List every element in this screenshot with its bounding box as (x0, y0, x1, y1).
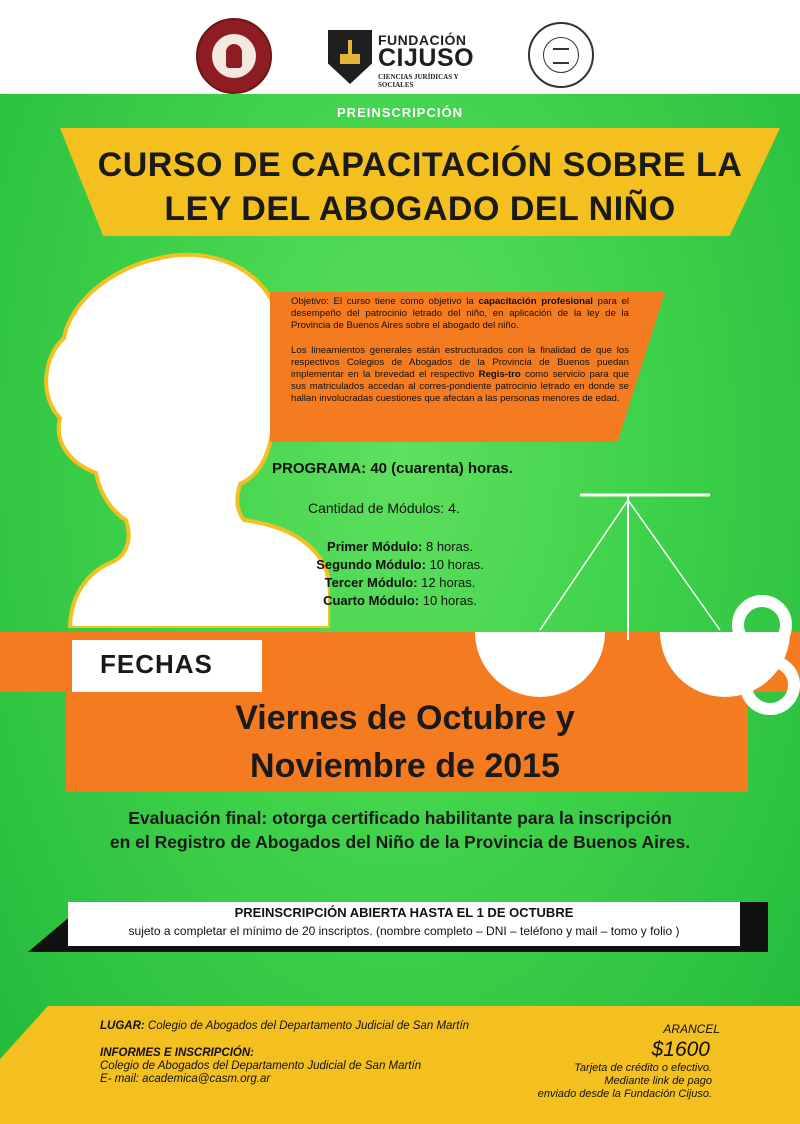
header (0, 0, 800, 94)
arancel-note (480, 1062, 712, 1101)
objective-text (291, 296, 629, 418)
arancel-price: $1600 (651, 1038, 710, 1061)
evaluation-line-1: Evaluación final: otorga certificado habilitante para la inscripción (128, 808, 672, 828)
fechas-label: FECHAS (100, 649, 213, 679)
logo-fundacion-text: FUNDACIÓN (378, 32, 467, 48)
informes-email[interactable]: E- mail: academica@casm.org.ar (100, 1073, 271, 1085)
objective-paragraph-1: Objetivo: El curso tiene como objetivo la capacitación profesional para el desempeño del patrocinio letrado del niño, en aplicación de la ley de la Provincia de Buenos Aires sobre el abogado del niño. (291, 296, 629, 332)
cijuso-shield-icon (328, 30, 372, 84)
title-line-1: CURSO DE CAPACITACIÓN SOBRE LA (97, 146, 743, 184)
module-item: Segundo Módulo: 10 horas. (316, 557, 484, 572)
logo-sub-text: CIENCIAS JURÍDICAS Y SOCIALES (378, 73, 459, 89)
preinscripcion-label: PREINSCRIPCIÓN (337, 105, 463, 120)
informes-line-1: Colegio de Abogados del Departamento Judicial de San Martín (100, 1060, 422, 1072)
evaluation-note (20, 806, 780, 854)
inscription-deadline: PREINSCRIPCIÓN ABIERTA HASTA EL 1 DE OCTUBRE (234, 905, 574, 920)
logo-cijuso-text: CIJUSO (378, 44, 475, 72)
module-item: Primer Módulo: 8 horas. (327, 539, 473, 554)
arancel-line-1: Tarjeta de crédito o efectivo. (574, 1062, 712, 1074)
arancel-label: ARANCEL (663, 1022, 720, 1036)
evaluation-line-2: en el Registro de Abogados del Niño de la Provincia de Buenos Aires. (109, 832, 691, 852)
dates-line-2: Noviembre de 2015 (250, 747, 560, 785)
informes-label: INFORMES E INSCRIPCIÓN: (100, 1047, 254, 1059)
lugar-info: LUGAR: Colegio de Abogados del Departamento Judicial de San Martín (100, 1020, 470, 1032)
module-item: Tercer Módulo: 12 horas. (324, 575, 476, 590)
dates-line-1: Viernes de Octubre y (235, 699, 575, 737)
informes-info (100, 1047, 421, 1086)
title-line-2: LEY DEL ABOGADO DEL NIÑO (164, 190, 676, 228)
colegio-provincia-logo (528, 22, 594, 88)
justice-scale-icon (470, 480, 800, 730)
fundacion-cijuso-logo (328, 30, 478, 88)
arancel-line-2: Mediante link de pago (604, 1075, 712, 1087)
objective-paragraph-2: Los lineamientos generales están estructurados con la finalidad de que los respectivos Colegios de Abogados de la Provincia de Buenos puedan implementar en la brevedad el respectivo Regis-tro como servicio para que sus matriculados accedan al corres-pondiente patrocinio letrado en donde se hallan involucradas cuestiones que afectan a las personas menores de edad. (291, 344, 629, 405)
module-count: Cantidad de Módulos: 4. (308, 500, 460, 516)
arancel-line-3: enviado desde la Fundación Cijuso. (537, 1088, 712, 1100)
colegio-san-martin-logo (196, 18, 272, 94)
inscription-requirements: sujeto a completar el mínimo de 20 inscriptos. (nombre completo – DNI – teléfono y mail – tomo y folio ) (128, 924, 680, 938)
course-title (60, 143, 780, 231)
module-item: Cuarto Módulo: 10 horas. (323, 593, 477, 608)
programa-hours: PROGRAMA: 40 (cuarenta) horas. (272, 460, 513, 477)
course-dates (150, 694, 660, 790)
